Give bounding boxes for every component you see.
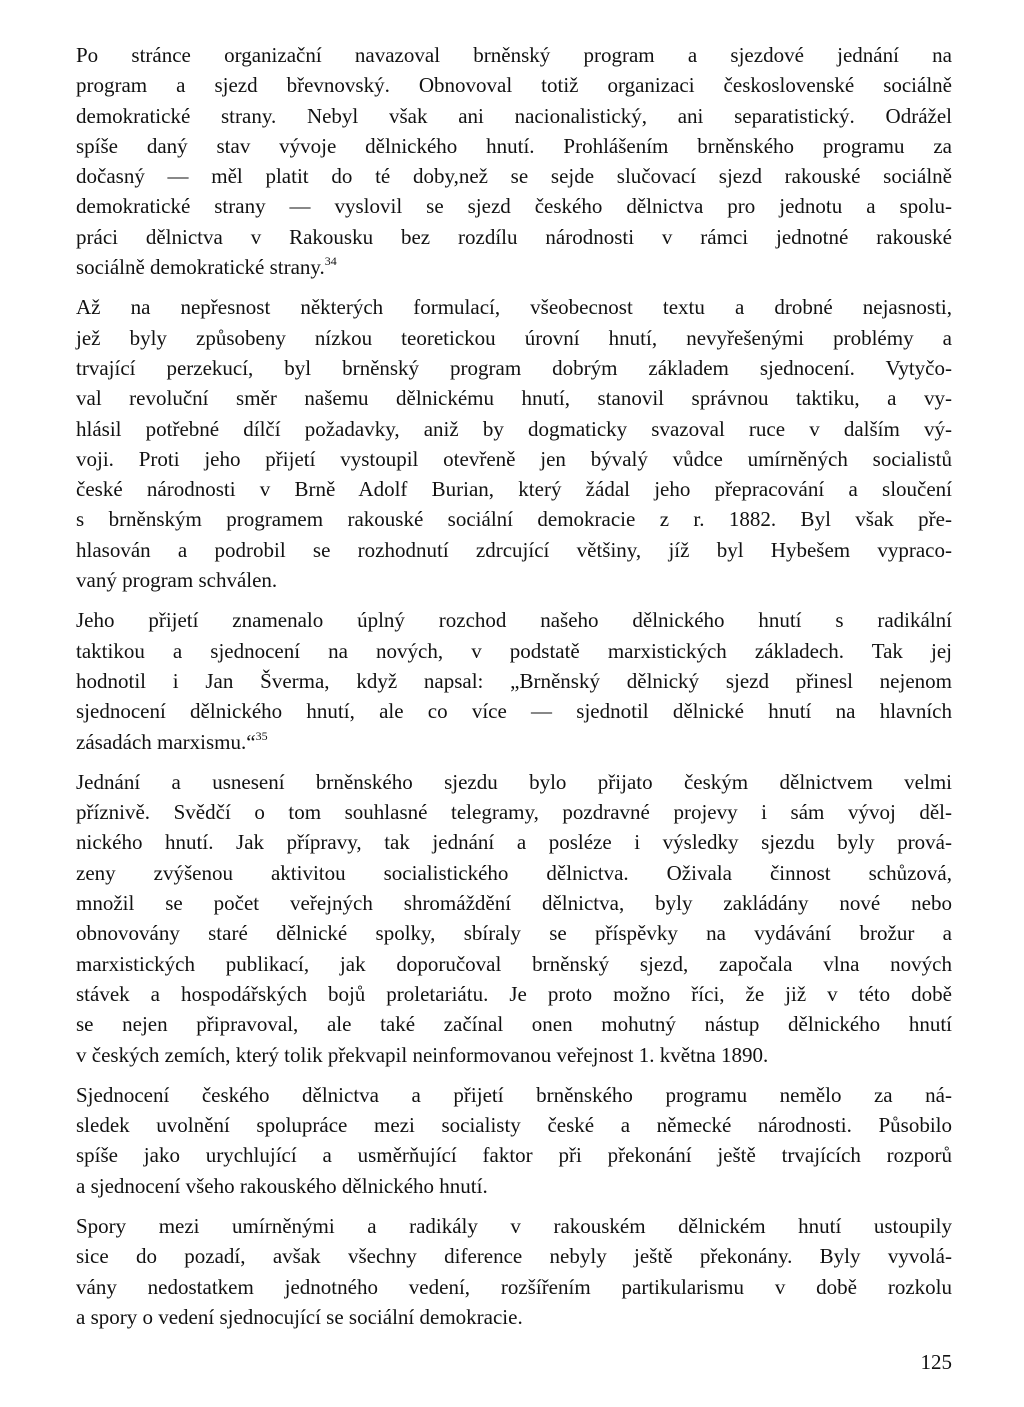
text-line: s brněnským programem rakouské sociální demokracie z r. 1882. Byl však pře- <box>76 507 952 532</box>
text-line: program a sjezd břevnovský. Obnovoval totiž organizaci československé sociálně <box>76 73 952 98</box>
text-line: demokratické strany — vyslovil se sjezd českého dělnictva pro jednotu a spolu- <box>76 194 952 219</box>
paragraph-4 <box>76 767 952 1070</box>
text-line: sledek uvolnění spolupráce mezi socialisty české a německé národnosti. Působilo <box>76 1113 952 1138</box>
text-line: se nejen připravoval, ale také začínal onen mohutný nástup dělnického hnutí <box>76 1012 952 1037</box>
text-line: trvající perzekucí, byl brněnský program dobrým základem sjednocení. Vytyčo- <box>76 355 952 380</box>
text-line: Jeho přijetí znamenalo úplný rozchod našeho dělnického hnutí s radikální <box>76 608 952 633</box>
text-line: Po stránce organizační navazoval brněnský program a sjezdové jednání na <box>76 43 952 67</box>
text-line: hodnotil i Jan Šverma, když napsal: „Brněnský dělnický sjezd přinesl nejenom <box>76 668 952 693</box>
text-line: hlasován a podrobil se rozhodnutí zdrcující většiny, jíž byl Hybešem vypraco- <box>76 537 952 562</box>
footnote-marker: 35 <box>255 728 268 743</box>
text-line: voji. Proti jeho přijetí vystoupil otevřeně jen bývalý vůdce umírněných socialistů <box>76 446 952 471</box>
paragraph-2 <box>76 292 952 595</box>
text-line-last <box>76 252 952 282</box>
text-line: Až na nepřesnost některých formulací, všeobecnost textu a drobné nejasnosti, <box>76 295 952 320</box>
text-line: demokratické strany. Nebyl však ani nacionalistický, ani separatistický. Odrážel <box>76 103 952 128</box>
text-line: obnovovány staré dělnické spolky, sbíraly se příspěvky na vydávání brožur a <box>76 921 952 946</box>
text-line: práci dělnictva v Rakousku bez rozdílu národnosti v rámci jednotné rakouské <box>76 224 952 249</box>
text-line: hlásil potřebné dílčí požadavky, aniž by dogmaticky svazoval ruce v dalším vý- <box>76 416 952 441</box>
page-body <box>76 40 952 1342</box>
text-line: vány nedostatkem jednotného vedení, rozšířením partikularismu v době rozkolu <box>76 1274 952 1299</box>
text-line: množil se počet veřejných shromáždění dělnictva, byly zakládány nové nebo <box>76 891 952 916</box>
text-line: jež byly způsobeny nízkou teoretickou úrovní hnutí, nevyřešenými problémy a <box>76 325 952 350</box>
paragraph-1 <box>76 40 952 282</box>
page-number: 125 <box>920 1350 952 1374</box>
text-line: marxistických publikací, jak doporučoval brněnský sjezd, započala vlna nových <box>76 951 952 976</box>
text-line: sjednocení dělnického hnutí, ale co více — sjednotil dělnické hnutí na hlavních <box>76 699 952 724</box>
paragraph-5 <box>76 1080 952 1201</box>
paragraph-6 <box>76 1211 952 1332</box>
text-line: val revoluční směr našemu dělnickému hnutí, stanovil správnou taktiku, a vy- <box>76 386 952 411</box>
text-line: nického hnutí. Jak přípravy, tak jednání a posléze i výsledky sjezdu byly prová- <box>76 830 952 855</box>
text-line: zeny zvýšenou aktivitou socialistického dělnictva. Oživala činnost schůzová, <box>76 860 952 885</box>
text-line: příznivě. Svědčí o tom souhlasné telegramy, pozdravné projevy i sám vývoj děl- <box>76 800 952 825</box>
text-line-last: a spory o vedení sjednocující se sociální demokracie. <box>76 1304 523 1329</box>
text-line-last: a sjednocení všeho rakouského dělnického hnutí. <box>76 1173 488 1198</box>
text-line: spíše jako urychlující a usměrňující faktor při překonání ještě trvajících rozporů <box>76 1143 952 1168</box>
text-line-last: vaný program schválen. <box>76 568 278 593</box>
text-line: taktikou a sjednocení na nových, v podstatě marxistických základech. Tak jej <box>76 638 952 663</box>
text-line: Sjednocení českého dělnictva a přijetí brněnského programu nemělo za ná- <box>76 1082 952 1107</box>
text-line-last: v českých zemích, který tolik překvapil neinformovanou veřejnost 1. května 1890. <box>76 1042 769 1067</box>
text-line: Jednání a usnesení brněnského sjezdu bylo přijato českým dělnictvem velmi <box>76 769 952 794</box>
footnote-marker: 34 <box>324 254 337 269</box>
text-line-content: zásadách marxismu.“ <box>76 729 256 754</box>
text-line: české národnosti v Brně Adolf Burian, který žádal jeho přepracování a sloučení <box>76 477 952 502</box>
text-line-last <box>76 727 952 757</box>
text-line: stávek a hospodářských bojů proletariátu. Je proto možno říci, že již v této době <box>76 981 952 1006</box>
text-line: sice do pozadí, avšak všechny diference nebyly ještě překonány. Byly vyvolá- <box>76 1244 952 1269</box>
text-line: dočasný — měl platit do té doby,než se sejde slučovací sjezd rakouské sociálně <box>76 164 952 189</box>
text-line-content: sociálně demokratické strany. <box>76 255 325 280</box>
text-line: spíše daný stav vývoje dělnického hnutí. Prohlášením brněnského programu za <box>76 133 952 158</box>
text-line: Spory mezi umírněnými a radikály v rakouském dělnickém hnutí ustoupily <box>76 1213 952 1238</box>
paragraph-3 <box>76 605 952 756</box>
